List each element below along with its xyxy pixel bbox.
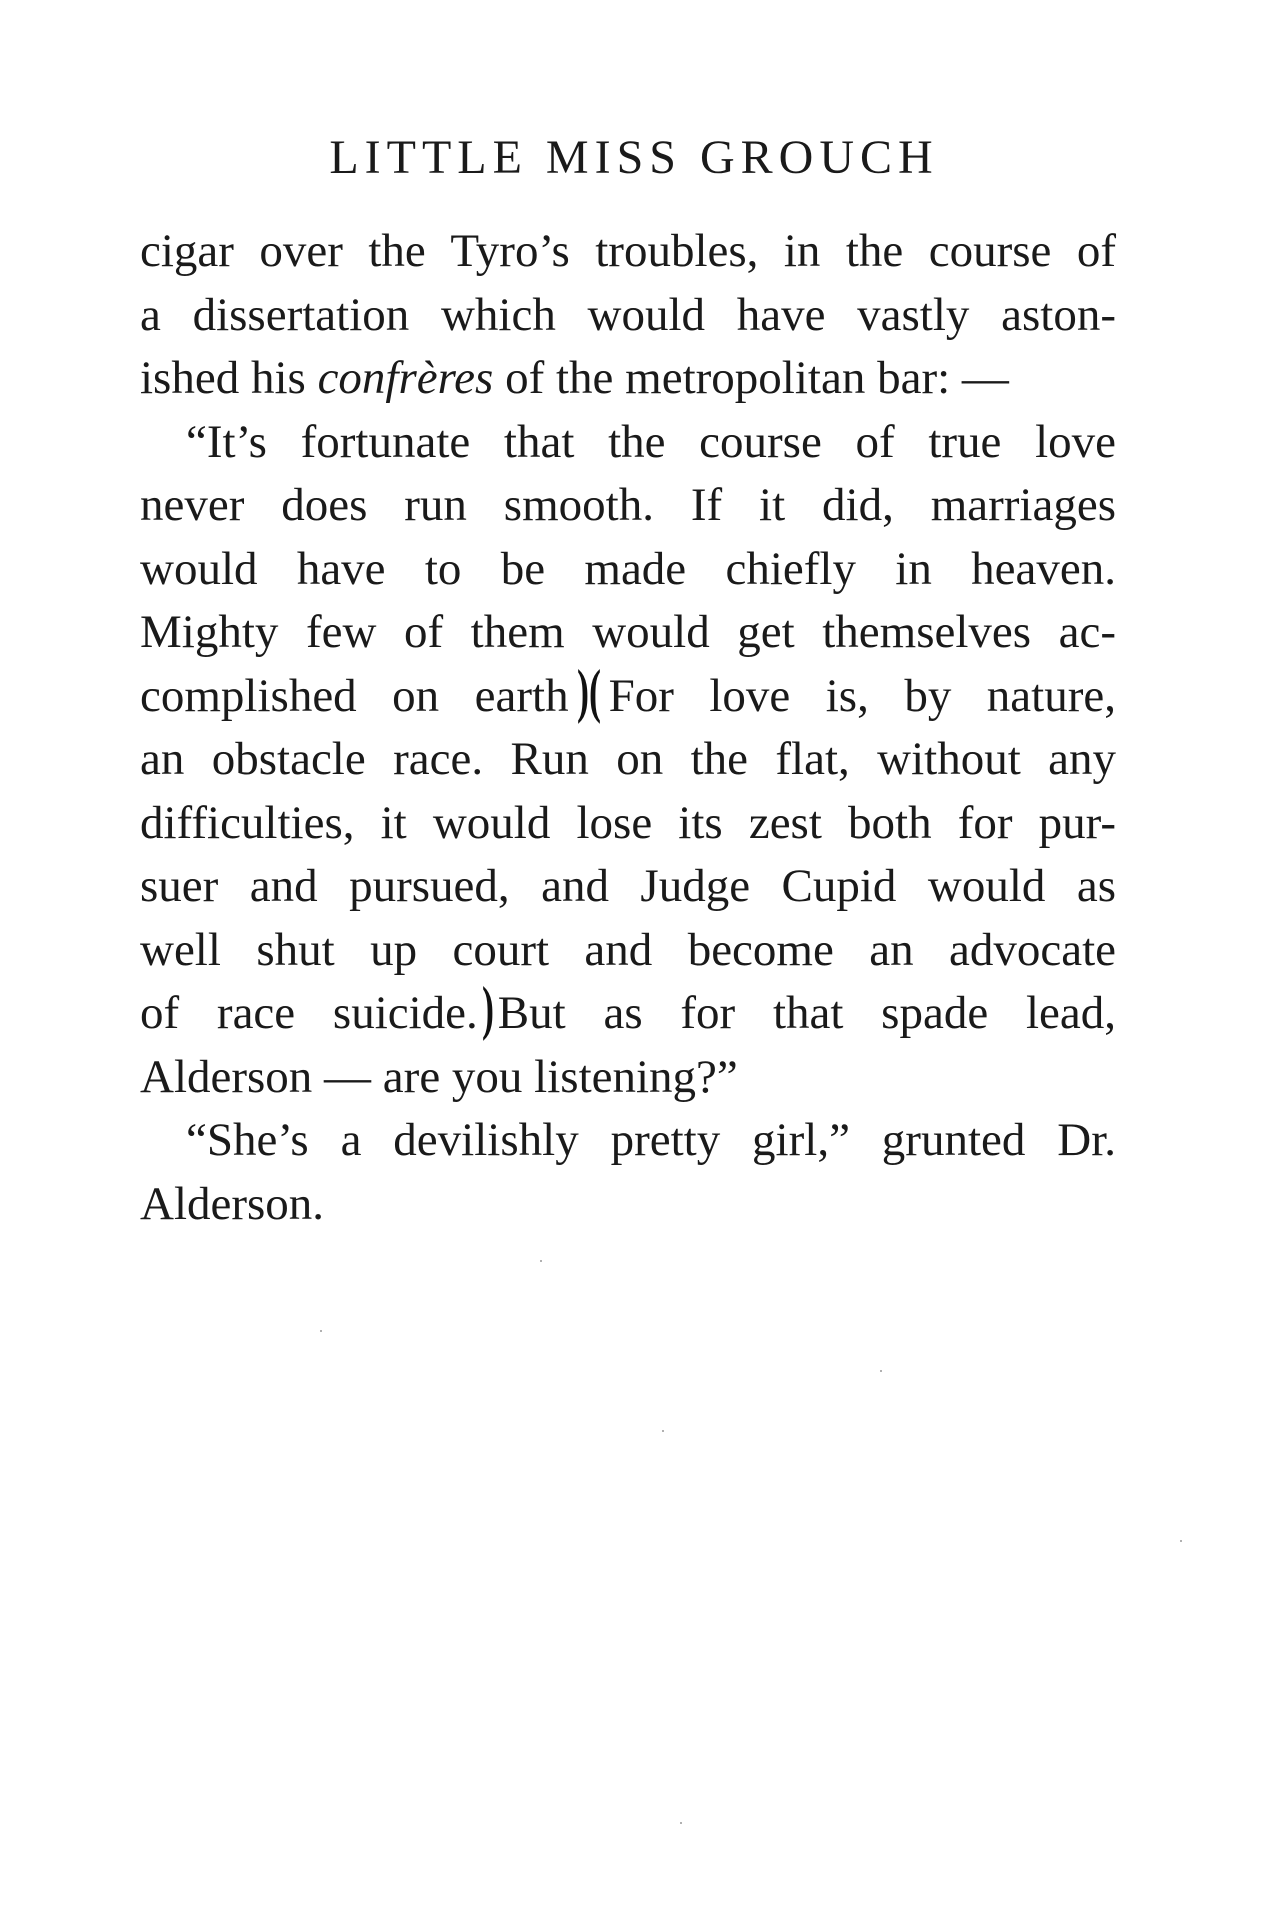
running-head: LITTLE MISS GROUCH	[329, 131, 939, 184]
text-line: well shut up court and become an advocate	[140, 923, 1116, 976]
paragraph-1	[140, 220, 1116, 411]
text-line: a dissertation which would have vastly aston-	[140, 288, 1116, 341]
paper-speck	[320, 1330, 322, 1332]
paper-speck	[662, 1430, 664, 1432]
text-line	[140, 657, 1116, 729]
text-span: But as for that spade lead,	[497, 987, 1116, 1039]
paper-speck	[1180, 1540, 1182, 1542]
text-span: of race suicide.	[140, 987, 478, 1039]
text-line: Alderson — are you listening?”	[140, 1050, 738, 1103]
text-span: For love is, by nature,	[608, 669, 1116, 722]
paper-speck	[540, 1260, 542, 1262]
paper-speck	[880, 1370, 882, 1372]
text-line: Alderson.	[140, 1177, 325, 1230]
text-line: never does run smooth. If it did, marriages	[140, 479, 1116, 531]
text-line: difficulties, it would lose its zest both for pur-	[140, 796, 1116, 849]
paragraph-2	[140, 411, 1116, 1110]
italic-word: confrères	[317, 352, 494, 404]
text-line: Mighty few of them would get themselves ac-	[140, 606, 1116, 658]
text-span: ished his	[140, 352, 318, 404]
text-line: an obstacle race. Run on the flat, without any	[140, 733, 1116, 785]
handwritten-mark: )	[481, 975, 494, 1041]
text-line: cigar over the Tyro’s troubles, in the course of	[140, 225, 1116, 277]
handwritten-mark: )(	[576, 657, 601, 724]
text-span: of the metropolitan bar: —	[493, 352, 1009, 404]
paper-speck	[680, 1822, 682, 1824]
text-line	[140, 347, 1116, 411]
text-span: complished on earth	[140, 669, 569, 722]
text-line: suer and pursued, and Judge Cupid would as	[140, 860, 1116, 912]
body-text	[140, 220, 1116, 1236]
text-line: “It’s fortunate that the course of true love	[186, 415, 1116, 468]
text-line: would have to be made chiefly in heaven.	[140, 542, 1116, 595]
text-line	[140, 975, 1116, 1046]
text-line: “She’s a devilishly pretty girl,” grunted Dr.	[186, 1114, 1116, 1166]
paragraph-3	[140, 1109, 1116, 1236]
